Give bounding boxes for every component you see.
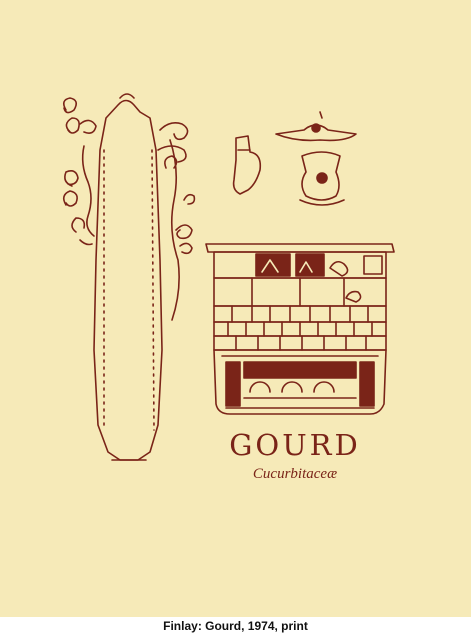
winged-emblem [276, 112, 356, 140]
cabinet-grid-drawing [206, 244, 394, 414]
image-caption: Finlay: Gourd, 1974, print [163, 619, 308, 633]
tendril-curls [158, 123, 194, 320]
artwork-title: GOURD [229, 428, 361, 462]
artwork-subtitle: Cucurbitaceæ [252, 466, 338, 482]
tall-gourd-shape [94, 94, 162, 460]
tendril-curls [64, 98, 96, 245]
eye-emblem [300, 152, 344, 205]
small-figure [234, 136, 261, 194]
